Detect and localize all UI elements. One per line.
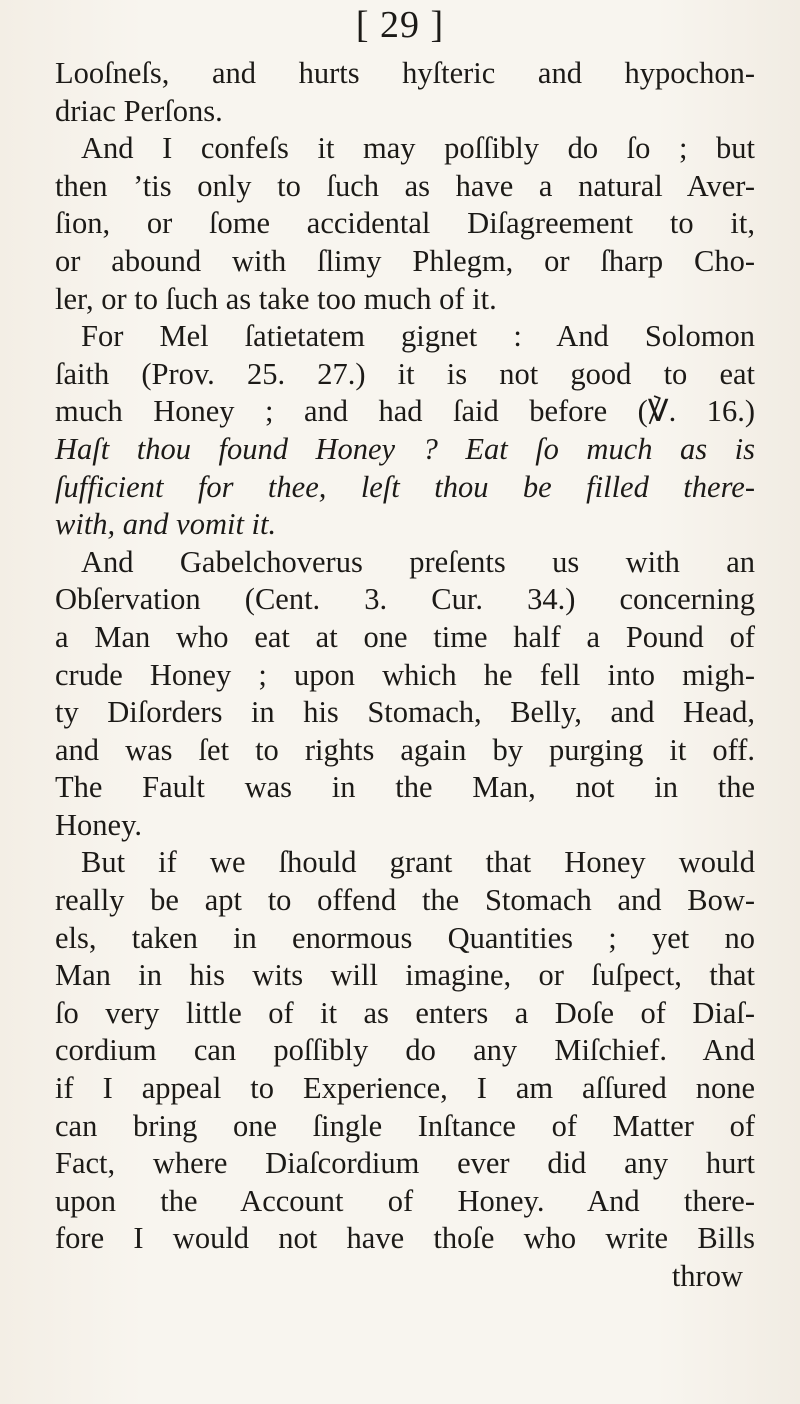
text-line: ſo very little of it as enters a Doſe of Diaſ- — [55, 995, 755, 1030]
text-line: with, and vomit it. — [55, 507, 277, 542]
text-line: or abound with ſlimy Phlegm, or ſharp Cho- — [55, 243, 755, 278]
text-line: upon the Account of Honey. And there- — [55, 1183, 755, 1218]
text-line: But if we ſhould grant that Honey would — [81, 845, 755, 880]
text-line: really be apt to offend the Stomach and Bow- — [55, 883, 755, 918]
text-line: cordium can poſſibly do any Miſchief. And — [55, 1033, 755, 1068]
text-line: And Gabelchoverus preſents us with an — [81, 544, 755, 579]
text-line: if I appeal to Experience, I am aſſured none — [55, 1071, 755, 1106]
text-line: can bring one ſingle Inſtance of Matter of — [55, 1108, 755, 1143]
text-line: Looſneſs, and hurts hyſteric and hypochon- — [55, 56, 755, 90]
catchword: throw — [671, 1259, 743, 1293]
text-line: els, taken in enormous Quantities ; yet no — [55, 920, 755, 955]
page-number: [ 29 ] — [355, 4, 445, 46]
body-text — [55, 55, 755, 1296]
text-line: ſion, or ſome accidental Diſagreement to it, — [55, 206, 755, 241]
text-line: much Honey ; and had ſaid before (℣. 16.) — [55, 394, 755, 429]
text-line: fore I would not have thoſe who write Bills — [55, 1221, 755, 1256]
text-line: and was ſet to rights again by purging it off. — [55, 732, 755, 767]
text-line: crude Honey ; upon which he fell into migh- — [55, 657, 755, 692]
text-line: Obſervation (Cent. 3. Cur. 34.) concerning — [55, 582, 755, 617]
text-line: ſaith (Prov. 25. 27.) it is not good to eat — [55, 356, 755, 391]
text-line: And I confeſs it may poſſibly do ſo ; but — [81, 131, 755, 166]
text-line: ty Diſorders in his Stomach, Belly, and Head, — [55, 695, 755, 730]
text-line: Haſt thou found Honey ? Eat ſo much as is — [55, 431, 755, 466]
text-line: Honey. — [55, 807, 142, 842]
text-line: then ’tis only to ſuch as have a natural Aver- — [55, 168, 755, 203]
text-line: For Mel ſatietatem gignet : And Solomon — [81, 319, 755, 354]
text-line: The Fault was in the Man, not in the — [55, 770, 755, 805]
text-line: ſufficient for thee, leſt thou be filled there- — [55, 469, 755, 504]
text-line: Fact, where Diaſcordium ever did any hurt — [55, 1146, 755, 1181]
text-line: ler, or to ſuch as take too much of it. — [55, 281, 497, 316]
text-line: Man in his wits will imagine, or ſuſpect, that — [55, 958, 755, 993]
text-line: driac Perſons. — [55, 93, 223, 128]
text-line: a Man who eat at one time half a Pound of — [55, 619, 755, 654]
